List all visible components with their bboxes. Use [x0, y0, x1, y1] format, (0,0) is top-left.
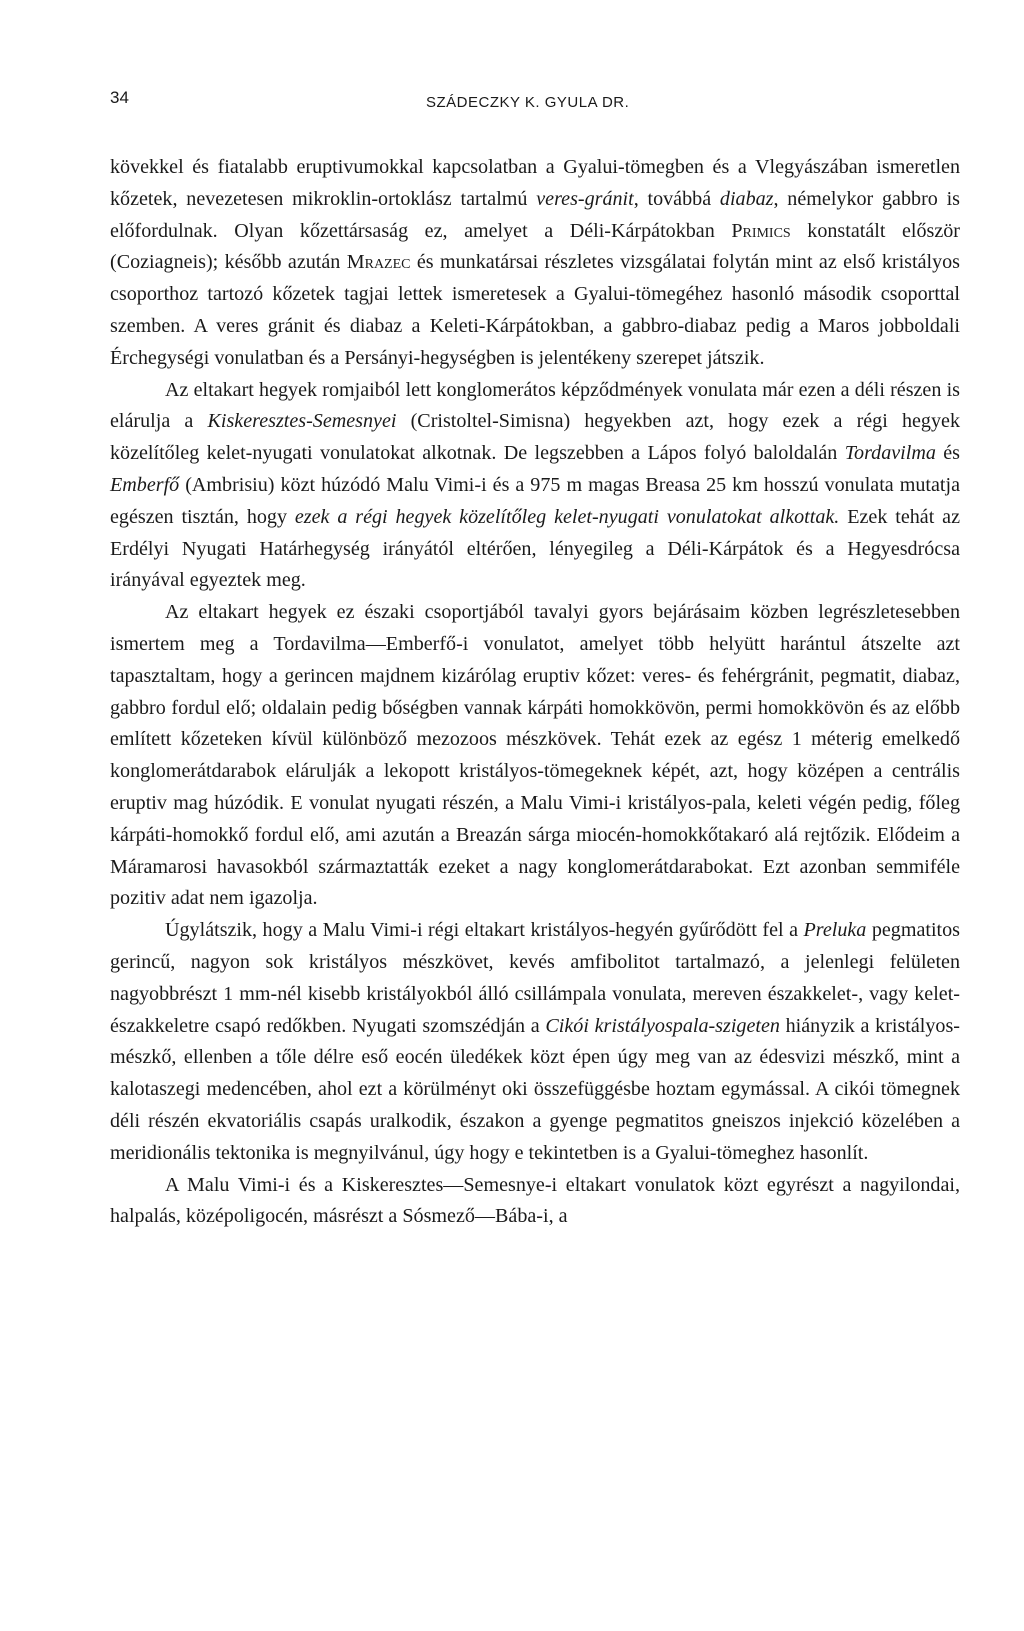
text-run: (Ambrisiu) közt húzódó Malu Vimi-i és a 975 m magas Breasa 25 km hosszú vonulata mutatja egészen tisztán, hogy: [110, 473, 960, 528]
text-run: Úgylátszik, hogy a Malu Vimi-i régi eltakart kristályos-hegyén gyűrődött fel a: [165, 919, 804, 942]
italic-text: Preluka: [803, 919, 867, 942]
text-run: (Cristoltel-Simisna) hegyekben azt, hogy ezek a régi hegyek közelítőleg kelet-nyugati vonulatokat alkotnak. De legszebben a Lápos folyó baloldalán: [110, 410, 960, 465]
italic-text: Emberfő: [110, 473, 180, 496]
text-run: konstatált először (Coziagneis); később azután: [110, 219, 960, 274]
document-page: [110, 88, 960, 1233]
author-name: Mrazec: [346, 251, 411, 274]
text-run: és munkatársai részletes vizsgálatai folytán mint az első kristályos csoporthoz tartozó kőzetek tagjai lettek ismeretesek a Gyalui-tömegéhez hasonló második csoporttal szemben. A veres gránit és diabaz a Keleti-Kárpátokban, a gabbro-diabaz pedig a Maros jobboldali Érchegységi vonulatban és a Persányi-hegységben is jelentékeny szerepet játszik.: [110, 251, 960, 369]
running-head: SZÁDECZKY K. GYULA DR.: [426, 94, 630, 111]
paragraph: [110, 375, 960, 598]
paragraph: [110, 1170, 960, 1234]
italic-text: Tordavilma: [844, 442, 936, 465]
page-number: 34: [110, 88, 129, 107]
paragraph: [110, 597, 960, 915]
text-run: Ezek tehát az Erdélyi Nyugati Határhegység irányától eltérően, lényegileg a Déli-Kárpátok és a Hegyesdrócsa irányával egyeztek meg.: [110, 505, 960, 592]
text-run: , némelykor gabbro is előfordulnak. Olyan kőzettársaság ez, amelyet a Déli-Kárpátokban: [110, 187, 960, 242]
text-run: kövekkel és fiatalabb eruptivumokkal kapcsolatban a Gyalui-tömegben és a Vlegyászában ismeretlen kőzetek, nevezetesen mikroklin-ortoklász tartalmú: [110, 156, 960, 210]
body-text: [110, 152, 960, 1233]
italic-text: diabaz: [719, 187, 774, 210]
page-header: [110, 88, 960, 124]
text-run: Az eltakart hegyek romjaiból lett konglomerátos képződmények vonulata már ezen a déli részen is elárulja a: [110, 378, 960, 433]
text-run: pegmatitos gerincű, nagyon sok kristályos mészkövet, kevés amfibolitot tartalmazó, a jelenlegi felületen nagyobbrészt 1 mm-nél kisebb kristályokból álló csillámpala vonulata, mereven északkelet-, vagy kelet-északkeletre csapó redőkben. Nyugati szomszédján a: [110, 919, 960, 1037]
text-run: és: [935, 442, 960, 465]
italic-text: ezek a régi hegyek közelítőleg kelet-nyugati vonulatokat alkottak.: [294, 505, 840, 528]
text-run: hiányzik a kristályos-mészkő, ellenben a tőle délre eső eocén üledékek közt épen úgy meg van az édesvizi mészkő, mint a kalotaszegi medencében, ahol ezt a körülményt oki összefüggésbe hoztam egymással. A cikói tömegnek déli részén ekvatoriális csapás uralkodik, északon a gyenge pegmatitos gneiszos injekció közelében a meridionális tektonika is megnyilvánul, úgy hogy e tekintetben is a Gyalui-tömeghez hasonlít.: [110, 1014, 960, 1164]
text-run: Az eltakart hegyek ez északi csoportjából tavalyi gyors bejárásaim közben legrészletesebben ismertem meg a Tordavilma—Emberfő-i vonulatot, amelyet több helyütt harántul átszelte azt tapasztaltam, hogy a gerincen majdnem kizárólag eruptiv kőzet: veres- és fehérgránit, pegmatit, diabaz, gabbro fordul elő; oldalain pedig bőségben vannak kárpáti homokkövön, permi homokkövön és az előbb említett kőzeteken kívül különböző mezozoos mészkövek. Tehát ezek az egész 1 méterig emelkedő konglomerátdarabok elárulják a lekopott kristályos-tömegeknek képét, azt, hogy középen a centrális eruptiv mag húzódik. E vonulat nyugati részén, a Malu Vimi-i kristályos-pala, keleti végén pedig, főleg kárpáti-homokkő fordul elő, ami azután a Breazán sárga miocén-homokkőtakaró alá rejtőzik. Elődeim a Máramarosi havasokból származtatták ezeket a nagy konglomerátdarabokat. Ezt azonban semmiféle pozitiv adat nem igazolja.: [110, 601, 960, 910]
italic-text: Kiskeresztes-Semesnyei: [207, 410, 397, 433]
paragraph: [110, 915, 960, 1169]
author-name: Primics: [731, 219, 791, 242]
italic-text: Cikói kristályospala-szigeten: [545, 1014, 780, 1037]
paragraph: [110, 152, 960, 375]
text-run: A Malu Vimi-i és a Kiskeresztes—Semesnye-i eltakart vonulatok közt egyrészt a nagyilondai, halpalás, középoligocén, másrészt a Sósmező—Bába-i, a: [110, 1173, 960, 1228]
italic-text: veres-gránit: [536, 187, 634, 210]
text-run: , továbbá: [633, 187, 720, 210]
